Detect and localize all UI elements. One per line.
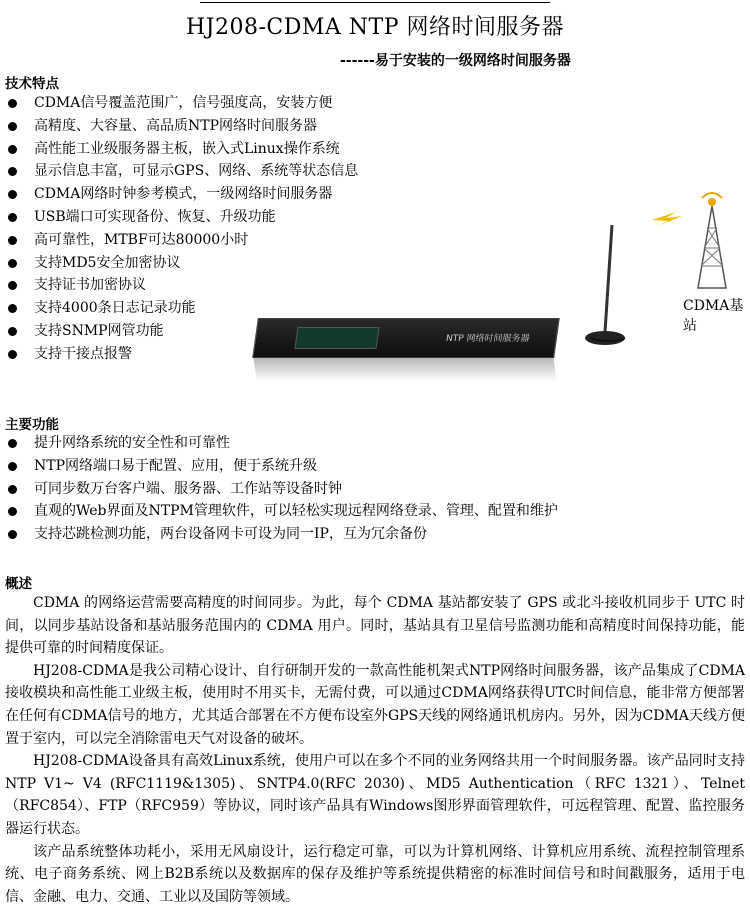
feature-item: 高性能工业级服务器主板，嵌入式Linux操作系统	[0, 138, 358, 161]
feature-item: USB端口可实现备份、恢复、升级功能	[0, 206, 358, 229]
bullet-icon	[8, 213, 17, 222]
feature-item: 支持4000条日志记录功能	[0, 297, 358, 320]
cdma-tower-icon	[640, 188, 750, 298]
bullet-icon	[8, 530, 17, 539]
function-item: 可同步数万台客户端、服务器、工作站等设备时钟	[0, 478, 558, 501]
feature-item: CDMA信号覆盖范围广，信号强度高，安装方便	[0, 92, 358, 115]
bullet-icon	[8, 439, 17, 448]
device-panel-label: NTP 网络时间服务器	[445, 334, 531, 344]
device-reflection	[253, 357, 556, 381]
top-rule	[200, 2, 550, 3]
overview-body	[5, 592, 745, 908]
function-item: 支持芯跳检测功能，两台设备网卡可设为同一IP，互为冗余备份	[0, 523, 558, 546]
function-item: 直观的Web界面及NTPM管理软件，可以轻松实现远程网络登录、管理、配置和维护	[0, 500, 558, 523]
function-item: 提升网络系统的安全性和可靠性	[0, 432, 558, 455]
feature-item: 高精度、大容量、高品质NTP网络时间服务器	[0, 115, 358, 138]
feature-item: 支持证书加密协议	[0, 274, 358, 297]
bullet-icon	[8, 507, 17, 516]
ntp-server-device	[252, 318, 560, 358]
bullet-icon	[8, 281, 17, 290]
bullet-icon	[8, 99, 17, 108]
bullet-icon	[8, 145, 17, 154]
bullet-icon	[8, 167, 17, 176]
device-lcd	[294, 327, 379, 349]
page-subtitle: ------易于安装的一级网络时间服务器	[340, 53, 571, 69]
bullet-icon	[8, 190, 17, 199]
functions-heading: 主要功能	[5, 417, 59, 433]
overview-heading: 概述	[5, 576, 32, 592]
tower-label: CDMA基站	[683, 298, 744, 334]
features-heading: 技术特点	[5, 76, 59, 92]
feature-item: 支持MD5安全加密协议	[0, 252, 358, 275]
antenna-illustration	[580, 220, 630, 350]
bullet-icon	[8, 304, 17, 313]
bullet-icon	[8, 327, 17, 336]
bullet-icon	[8, 236, 17, 245]
feature-item: CDMA网络时钟参考模式，一级网络时间服务器	[0, 183, 358, 206]
feature-item: 显示信息丰富，可显示GPS、网络、系统等状态信息	[0, 160, 358, 183]
bullet-icon	[8, 485, 17, 494]
page-title: HJ208-CDMA NTP 网络时间服务器	[185, 15, 565, 40]
feature-item: 高可靠性，MTBF可达80000小时	[0, 229, 358, 252]
overview-paragraph: CDMA 的网络运营需要高精度的时间同步。为此，每个 CDMA 基站都安装了 GPS 或北斗接收机同步于 UTC 时间，以同步基站设备和基站服务范围内的 CDMA 用户。同时，基站具有卫星信号监测功能和高精度时间保持功能，能提供可靠的时间精度保证。	[5, 595, 745, 657]
bullet-icon	[8, 350, 17, 359]
bullet-icon	[8, 122, 17, 131]
overview-paragraph: HJ208-CDMA设备具有高效Linux系统，使用户可以在多个不同的业务网络共用一个时间服务器。该产品同时支持NTP V1~ V4 (RFC1119&1305)、SNTP4.0(RFC 2030)、MD5 Authentication（RFC 1321）、Telnet（RFC854）、FTP（RFC959）等协议，同时该产品具有Windows图形界面管理软件，可远程管理、配置、监控服务器运行状态。	[5, 753, 745, 837]
bullet-icon	[8, 462, 17, 471]
function-item: NTP网络端口易于配置、应用，便于系统升级	[0, 455, 558, 478]
bullet-icon	[8, 259, 17, 268]
feature-item: 支持干接点报警	[0, 343, 358, 366]
overview-paragraph: HJ208-CDMA是我公司精心设计、自行研制开发的一款高性能机架式NTP网络时间服务器，该产品集成了CDMA接收模块和高性能工业级主板，使用时不用买卡，无需付费，可以通过CDMA网络获得UTC时间信息，能非常方便部署在任何有CDMA信号的地方，尤其适合部署在不方便布设室外GPS天线的网络通讯机房内。另外，因为CDMA天线方便置于室内，可以完全消除雷电天气对设备的破坏。	[5, 662, 745, 747]
feature-item: 支持SNMP网管功能	[0, 320, 358, 343]
overview-paragraph: 该产品系统整体功耗小，采用无风扇设计，运行稳定可靠，可以为计算机网络、计算机应用系统、流程控制管理系统、电子商务系统、网上B2B系统以及数据库的保存及维护等系统提供精密的标准时间信号和时间戳服务，适用于电信、金融、电力、交通、工业以及国防等领域。	[5, 843, 745, 905]
functions-list	[0, 432, 558, 546]
